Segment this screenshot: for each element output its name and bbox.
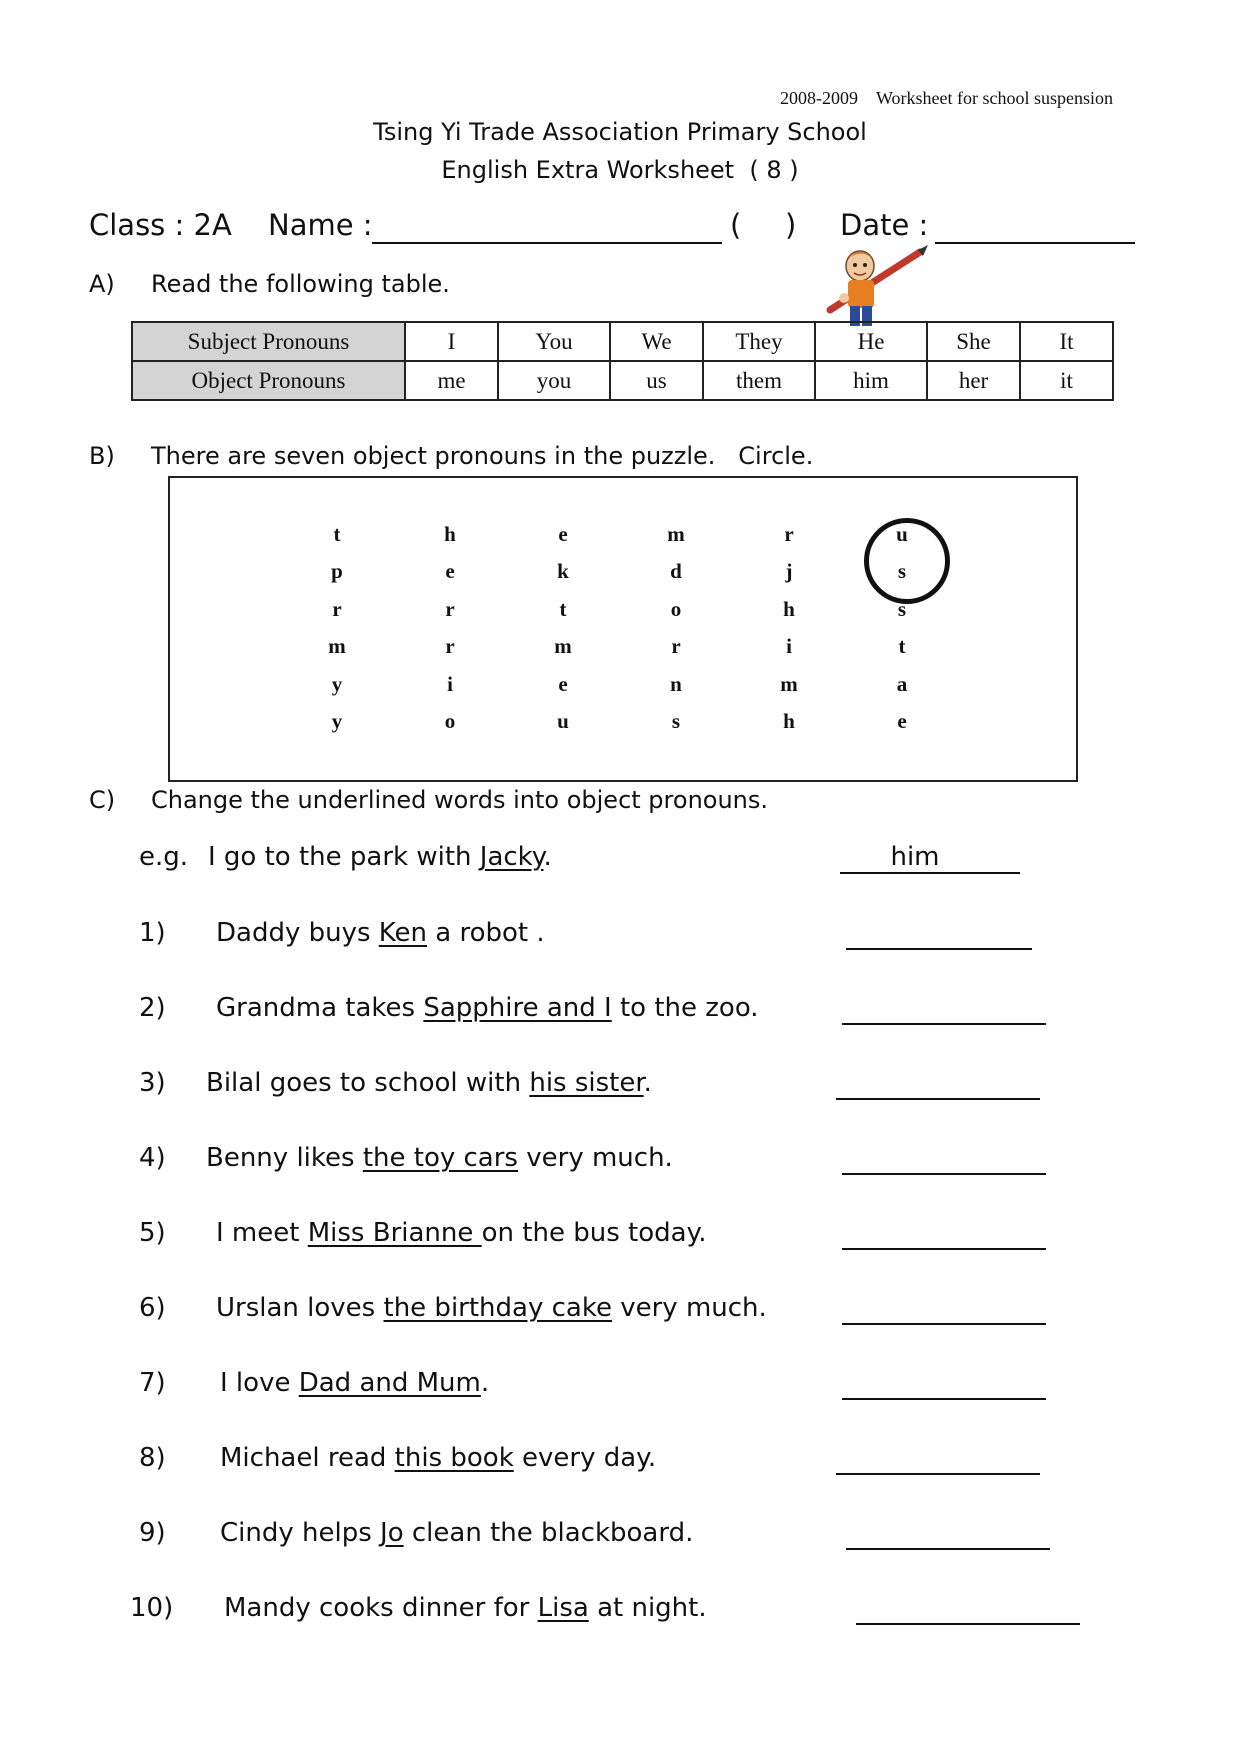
puzzle-letter[interactable]: h: [783, 597, 795, 621]
section-b-heading: [89, 442, 813, 470]
question-number: 8): [139, 1443, 166, 1473]
question-sentence: [216, 993, 759, 1023]
sentence-text: very much.: [611, 1293, 767, 1323]
answer-blank[interactable]: [842, 1368, 1046, 1400]
table-cell: it: [1020, 361, 1113, 400]
sentence-text: .: [543, 842, 552, 872]
worksheet-title: English Extra Worksheet ( 8 ): [441, 156, 799, 184]
puzzle-letter[interactable]: r: [445, 634, 455, 658]
puzzle-letter[interactable]: r: [784, 522, 794, 546]
puzzle-letter[interactable]: t: [333, 522, 341, 546]
section-c-heading: [89, 786, 768, 814]
underlined-word: Ken: [378, 918, 428, 948]
puzzle-letter[interactable]: r: [671, 634, 681, 658]
school-name: Tsing Yi Trade Association Primary School: [373, 118, 867, 146]
section-b-letter: B): [89, 442, 115, 470]
answer-blank[interactable]: [846, 918, 1032, 950]
sentence-text: to the zoo.: [611, 993, 759, 1023]
puzzle-letter[interactable]: u: [557, 709, 569, 733]
date-label: Date :: [840, 208, 929, 242]
sentence-text: Grandma takes: [216, 993, 424, 1023]
date-field[interactable]: [935, 212, 1135, 244]
section-c-letter: C): [89, 786, 116, 814]
question-sentence: [220, 1518, 693, 1548]
puzzle-letter[interactable]: s: [671, 709, 681, 733]
underlined-word: his sister: [529, 1068, 644, 1098]
example-label: e.g.: [139, 842, 189, 872]
table-cell: him: [815, 361, 927, 400]
sentence-text: Bilal goes to school with: [206, 1068, 530, 1098]
sentence-text: Cindy helps: [220, 1518, 381, 1548]
puzzle-letter[interactable]: e: [897, 709, 907, 733]
question-number: 10): [130, 1593, 174, 1623]
sentence-text: Michael read: [220, 1443, 395, 1473]
sentence-text: every day.: [513, 1443, 657, 1473]
question-number: 2): [139, 993, 166, 1023]
answer-blank[interactable]: [842, 1293, 1046, 1325]
answer-blank[interactable]: [836, 1068, 1040, 1100]
header-note: [780, 88, 1131, 109]
table-cell: me: [405, 361, 498, 400]
puzzle-letter[interactable]: t: [898, 634, 906, 658]
puzzle-letter[interactable]: u: [896, 522, 908, 546]
table-cell: I: [405, 322, 498, 361]
section-a-instruction: Read the following table.: [151, 270, 450, 298]
header-year: 2008-2009: [780, 88, 858, 108]
question-number: 6): [139, 1293, 166, 1323]
question-number: 5): [139, 1218, 166, 1248]
puzzle-letter[interactable]: m: [667, 522, 685, 546]
table-cell: He: [815, 322, 927, 361]
question-sentence: [220, 1368, 489, 1398]
sentence-text: very much.: [517, 1143, 673, 1173]
section-a-heading: [89, 270, 450, 298]
underlined-word: Dad and Mum: [298, 1368, 481, 1398]
table-cell: She: [927, 322, 1020, 361]
table-cell: It: [1020, 322, 1113, 361]
puzzle-letter[interactable]: y: [331, 709, 343, 733]
subject-pronouns-row: [132, 322, 1113, 361]
puzzle-letter[interactable]: h: [444, 522, 456, 546]
puzzle-letter[interactable]: d: [670, 559, 682, 583]
example-answer: him: [890, 842, 940, 872]
puzzle-letter[interactable]: h: [783, 709, 795, 733]
answer-blank[interactable]: [842, 1218, 1046, 1250]
puzzle-letter[interactable]: o: [444, 709, 456, 733]
puzzle-letter[interactable]: m: [780, 672, 798, 696]
puzzle-letter[interactable]: r: [445, 597, 455, 621]
puzzle-letter[interactable]: t: [559, 597, 567, 621]
underlined-word: Miss Brianne: [307, 1218, 482, 1248]
boy-with-pencil-icon: [820, 240, 930, 330]
question-number: 1): [139, 918, 166, 948]
table-cell: them: [703, 361, 815, 400]
word-search-puzzle: [168, 476, 1078, 782]
class-label: Class : 2A: [89, 208, 232, 242]
question-sentence: [216, 918, 545, 948]
underlined-word: this book: [394, 1443, 514, 1473]
underlined-word: Sapphire and I: [423, 993, 612, 1023]
puzzle-letter[interactable]: k: [557, 559, 569, 583]
answer-blank[interactable]: [842, 1143, 1046, 1175]
puzzle-letter[interactable]: j: [785, 559, 793, 583]
sentence-text: .: [480, 1368, 490, 1398]
underlined-word: the toy cars: [362, 1143, 518, 1173]
question-sentence: [224, 1593, 707, 1623]
object-pronouns-row: [132, 361, 1113, 400]
puzzle-letter[interactable]: i: [447, 672, 453, 696]
sentence-text: I go to the park with: [208, 842, 480, 872]
name-field[interactable]: [372, 212, 722, 244]
answer-blank[interactable]: [856, 1593, 1080, 1625]
sentence-text: Daddy buys: [216, 918, 379, 948]
class-number-close-paren: ): [785, 208, 797, 242]
puzzle-letter[interactable]: y: [331, 672, 343, 696]
puzzle-letter[interactable]: e: [558, 522, 568, 546]
underlined-word: Jacky: [479, 842, 544, 872]
sentence-text: .: [643, 1068, 652, 1098]
circled-word-mark: [864, 518, 950, 604]
answer-blank[interactable]: [846, 1518, 1050, 1550]
question-sentence: [206, 1143, 673, 1173]
question-number: 9): [139, 1518, 166, 1548]
question-sentence: [206, 1068, 652, 1098]
table-cell: They: [703, 322, 815, 361]
pronoun-table: [131, 321, 1114, 401]
puzzle-letter[interactable]: o: [670, 597, 682, 621]
name-label: Name :: [268, 208, 373, 242]
class-number-open-paren: (: [730, 208, 742, 242]
subject-pronouns-header: Subject Pronouns: [132, 322, 405, 361]
puzzle-letter[interactable]: m: [328, 634, 346, 658]
sentence-text: I love: [220, 1368, 299, 1398]
puzzle-letter[interactable]: e: [558, 672, 568, 696]
sentence-text: at night.: [588, 1593, 707, 1623]
section-c-instruction: Change the underlined words into object pronouns.: [151, 786, 769, 814]
puzzle-letter[interactable]: m: [554, 634, 572, 658]
underlined-word: Lisa: [537, 1593, 589, 1623]
table-cell: you: [498, 361, 610, 400]
section-a-letter: A): [89, 270, 115, 298]
sentence-text: a robot .: [427, 918, 545, 948]
puzzle-letter[interactable]: a: [896, 672, 908, 696]
underlined-word: Jo: [380, 1518, 404, 1548]
table-cell: You: [498, 322, 610, 361]
table-cell: us: [610, 361, 703, 400]
sentence-text: clean the blackboard.: [403, 1518, 694, 1548]
question-sentence: [216, 1293, 767, 1323]
puzzle-letter[interactable]: p: [331, 559, 343, 583]
example-sentence: [208, 842, 552, 872]
sentence-text: on the bus today.: [481, 1218, 707, 1248]
answer-blank[interactable]: [842, 993, 1046, 1025]
table-cell: We: [610, 322, 703, 361]
puzzle-letter[interactable]: s: [897, 559, 907, 583]
question-sentence: [216, 1218, 707, 1248]
object-pronouns-header: Object Pronouns: [132, 361, 405, 400]
answer-blank[interactable]: [836, 1443, 1040, 1475]
puzzle-letter[interactable]: n: [670, 672, 682, 696]
puzzle-letter[interactable]: i: [786, 634, 792, 658]
table-cell: her: [927, 361, 1020, 400]
sentence-text: Benny likes: [206, 1143, 363, 1173]
section-b-instruction: There are seven object pronouns in the puzzle. Circle.: [151, 442, 814, 470]
question-number: 3): [139, 1068, 166, 1098]
sentence-text: I meet: [216, 1218, 308, 1248]
sentence-text: Urslan loves: [216, 1293, 384, 1323]
puzzle-letter[interactable]: s: [897, 597, 907, 621]
underlined-word: the birthday cake: [383, 1293, 612, 1323]
question-number: 7): [139, 1368, 166, 1398]
question-number: 4): [139, 1143, 166, 1173]
puzzle-letter[interactable]: r: [332, 597, 342, 621]
header-note-text: Worksheet for school suspension: [876, 88, 1114, 108]
question-sentence: [220, 1443, 656, 1473]
sentence-text: Mandy cooks dinner for: [224, 1593, 538, 1623]
puzzle-letter[interactable]: e: [445, 559, 455, 583]
